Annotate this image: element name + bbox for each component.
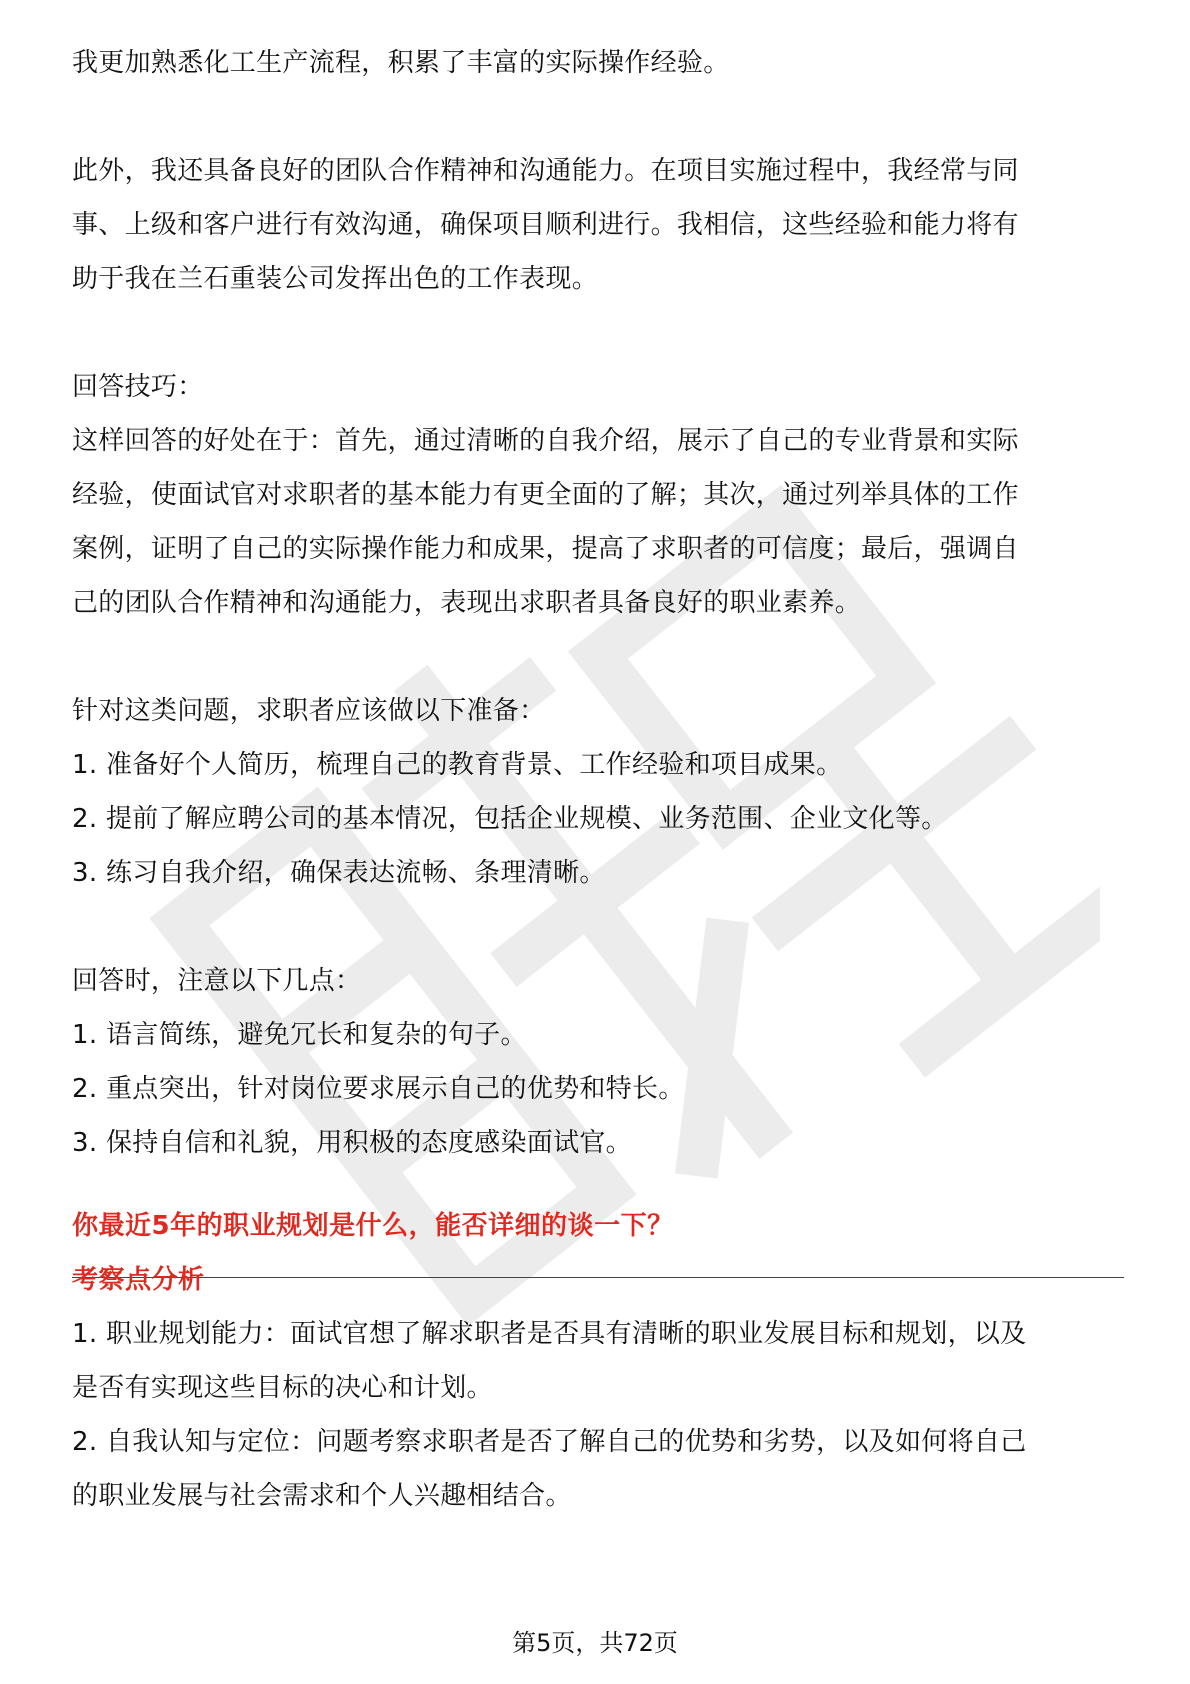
preparation-heading: 针对这类问题，求职者应该做以下准备： — [72, 696, 546, 726]
analysis-heading: 考察点分析 — [72, 1265, 205, 1295]
notes-list-item: 3. 保持自信和礼貌，用积极的态度感染面试官。 — [72, 1128, 632, 1158]
tips-heading: 回答技巧： — [72, 372, 204, 402]
preparation-list-item: 1. 准备好个人简历，梳理自己的教育背景、工作经验和项目成果。 — [72, 750, 843, 780]
preparation-list-item: 2. 提前了解应聘公司的基本情况，包括企业规模、业务范围、企业文化等。 — [72, 804, 948, 834]
notes-heading: 回答时，注意以下几点： — [72, 966, 362, 996]
tips-paragraph-line-3: 案例，证明了自己的实际操作能力和成果，提高了求职者的可信度；最后，强调自 — [72, 534, 1019, 564]
teamwork-paragraph-line-2: 事、上级和客户进行有效沟通，确保项目顺利进行。我相信，这些经验和能力将有 — [72, 210, 1019, 240]
notes-list-item: 2. 重点突出，针对岗位要求展示自己的优势和特长。 — [72, 1074, 685, 1104]
page-number: 第5页，共72页 — [512, 1629, 678, 1657]
teamwork-paragraph-line-1: 此外，我还具备良好的团队合作精神和沟通能力。在项目实施过程中，我经常与同 — [72, 156, 1019, 186]
tips-paragraph-line-2: 经验，使面试官对求职者的基本能力有更全面的了解；其次，通过列举具体的工作 — [72, 480, 1019, 510]
question-title: 你最近5年的职业规划是什么，能否详细的谈一下？ — [72, 1211, 674, 1241]
tips-paragraph-line-1: 这样回答的好处在于：首先，通过清晰的自我介绍，展示了自己的专业背景和实际 — [72, 426, 1019, 456]
teamwork-paragraph-line-3: 助于我在兰石重装公司发挥出色的工作表现。 — [72, 264, 599, 294]
analysis-paragraph-line-1: 1. 职业规划能力：面试官想了解求职者是否具有清晰的职业发展目标和规划，以及 — [72, 1319, 1027, 1349]
tips-paragraph-line-4: 己的团队合作精神和沟通能力，表现出求职者具备良好的职业素养。 — [72, 588, 862, 618]
notes-list-item: 1. 语言简练，避免冗长和复杂的句子。 — [72, 1020, 527, 1050]
analysis-paragraph-line-2: 是否有实现这些目标的决心和计划。 — [72, 1373, 493, 1403]
analysis-paragraph-line-3: 2. 自我认知与定位：问题考察求职者是否了解自己的优势和劣势，以及如何将自己 — [72, 1427, 1027, 1457]
intro-paragraph-line: 我更加熟悉化工生产流程，积累了丰富的实际操作经验。 — [72, 48, 730, 78]
preparation-list-item: 3. 练习自我介绍，确保表达流畅、条理清晰。 — [72, 858, 606, 888]
analysis-paragraph-line-4: 的职业发展与社会需求和个人兴趣相结合。 — [72, 1481, 572, 1511]
section-divider — [72, 1277, 1124, 1278]
